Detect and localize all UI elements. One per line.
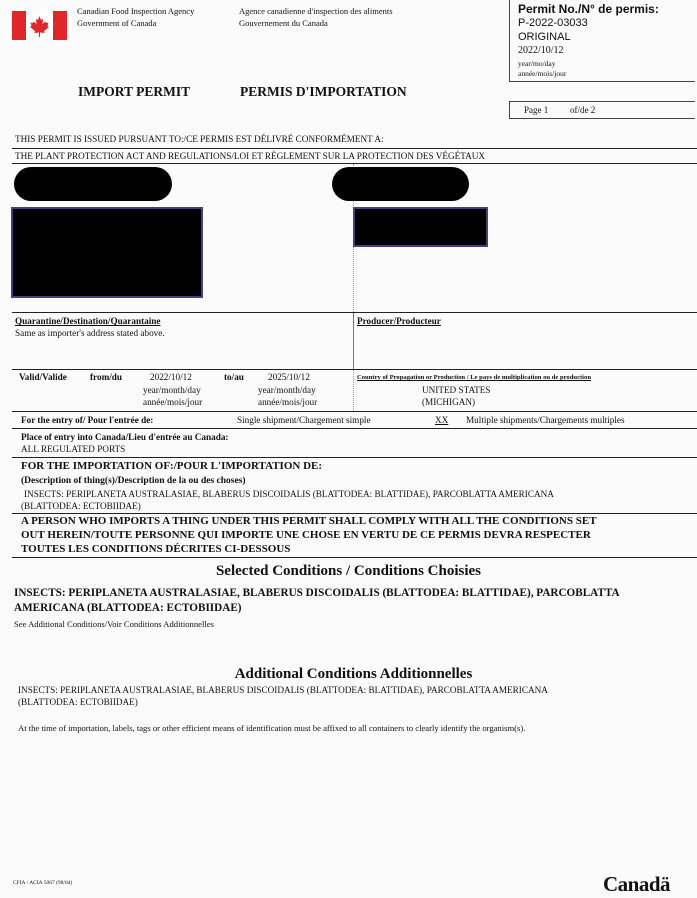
title-import-permit: IMPORT PERMIT xyxy=(78,84,191,99)
agency-name-fr: Agence canadienne d'inspection des aliments xyxy=(239,6,393,16)
quarantine-label: Quarantine/Destination/Quarantaine xyxy=(15,316,161,326)
government-name-fr: Gouvernement du Canada xyxy=(239,18,328,28)
valid-to-date: 2025/10/12 xyxy=(268,372,310,382)
importer-name-redaction xyxy=(14,167,172,201)
divider xyxy=(12,148,697,149)
canada-flag-icon xyxy=(12,11,67,40)
country-value: UNITED STATES xyxy=(422,385,491,395)
see-additional-conditions: See Additional Conditions/Voir Conditions Additionnelles xyxy=(14,619,214,629)
compliance-warning-line-3: TOUTES LES CONDITIONS DÉCRITES CI-DESSOUS xyxy=(21,543,291,555)
permit-date: 2022/10/12 xyxy=(518,45,564,56)
permit-number-label: Permit No./N° de permis: xyxy=(518,2,659,16)
selected-conditions-line-2: AMERICANA (BLATTODEA: ECTOBIIDAE) xyxy=(14,602,242,614)
selected-conditions-heading: Selected Conditions / Conditions Choisies xyxy=(215,563,482,579)
title-permis-importation: PERMIS D'IMPORTATION xyxy=(240,84,407,99)
valid-to-format-en: year/month/day xyxy=(258,385,316,395)
divider xyxy=(12,312,697,313)
government-name-en: Government of Canada xyxy=(77,18,157,28)
country-state: (MICHIGAN) xyxy=(422,397,476,407)
valid-from-date: 2022/10/12 xyxy=(150,372,192,382)
place-of-entry-label: Place of entry into Canada/Lieu d'entrée au Canada: xyxy=(21,432,229,442)
producer-label: Producer/Producteur xyxy=(357,316,441,326)
entry-selection-mark: XX xyxy=(435,415,449,425)
divider xyxy=(12,369,697,370)
exporter-name-redaction xyxy=(332,167,469,201)
description-line-2: (BLATTODEA: ECTOBIIDAE) xyxy=(21,501,141,511)
issued-pursuant-text: THIS PERMIT IS ISSUED PURSUANT TO:/CE PERMIS EST DÉLIVRÉ CONFORMÉMENT A: xyxy=(15,134,384,144)
divider xyxy=(12,163,697,164)
description-line-1: INSECTS: PERIPLANETA AUSTRALASIAE, BLABERUS DISCOIDALIS (BLATTODEA: BLATTIDAE), PARCOBLATTA AMERICANA xyxy=(24,489,554,499)
compliance-warning-line-2: OUT HEREIN/TOUTE PERSONNE QUI IMPORTE UNE CHOSE EN VERTU DE CE PERMIS DEVRA RESPECTER xyxy=(21,529,591,541)
valid-to-label: to/au xyxy=(224,372,244,382)
importation-label: FOR THE IMPORTATION OF:/POUR L'IMPORTATION DE: xyxy=(21,460,323,472)
additional-conditions-heading: Additional Conditions Additionnelles xyxy=(234,666,473,682)
additional-conditions-line-1: INSECTS: PERIPLANETA AUSTRALASIAE, BLABERUS DISCOIDALIS (BLATTODEA: BLATTIDAE), PARCOBLATTA AMERICANA xyxy=(18,685,548,695)
valid-from-format-fr: année/mois/jour xyxy=(143,397,203,407)
entry-single-shipment: Single shipment/Chargement simple xyxy=(237,415,371,425)
country-vertical-divider xyxy=(353,370,354,411)
exporter-address-redaction xyxy=(353,207,488,247)
quarantine-vertical-divider xyxy=(353,313,354,370)
permit-status: ORIGINAL xyxy=(518,31,571,43)
divider xyxy=(12,557,697,558)
divider xyxy=(12,457,697,458)
valid-from-label: from/du xyxy=(90,372,122,382)
permit-number: P-2022-03033 xyxy=(518,17,588,29)
agency-name-en: Canadian Food Inspection Agency xyxy=(77,6,195,16)
canada-wordmark: Canadä xyxy=(603,872,671,896)
governing-act-text: THE PLANT PROTECTION ACT AND REGULATIONS/LOI ET RÈGLEMENT SUR LA PROTECTION DES VÉGÉTAUX xyxy=(15,151,486,161)
compliance-warning-line-1: A PERSON WHO IMPORTS A THING UNDER THIS PERMIT SHALL COMPLY WITH ALL THE CONDITIONS SET xyxy=(21,515,597,527)
entry-label: For the entry of/ Pour l'entrée de: xyxy=(21,415,154,425)
importer-address-redaction xyxy=(11,207,203,298)
additional-conditions-line-2: (BLATTODEA: ECTOBIIDAE) xyxy=(18,697,138,707)
description-label: (Description of thing(s)/Description de la ou des choses) xyxy=(21,476,246,486)
form-code: CFIA / ACIA 5067 (98/04) xyxy=(13,880,73,886)
page-count: of/de 2 xyxy=(570,105,596,115)
selected-conditions-line-1: INSECTS: PERIPLANETA AUSTRALASIAE, BLABERUS DISCOIDALIS (BLATTODEA: BLATTIDAE), PARCOBLATTA xyxy=(14,587,620,599)
entry-multiple-shipments: Multiple shipments/Chargements multiples xyxy=(466,415,625,425)
valid-label: Valid/Valide xyxy=(19,372,67,382)
place-of-entry-value: ALL REGULATED PORTS xyxy=(21,444,126,454)
page-number: Page 1 xyxy=(524,105,549,115)
divider xyxy=(12,513,697,514)
quarantine-value: Same as importer's address stated above. xyxy=(15,328,165,338)
country-label: Country of Propagation or Production / Le pays de multiplication ou de production xyxy=(357,374,591,381)
valid-to-format-fr: année/mois/jour xyxy=(258,397,318,407)
divider xyxy=(12,411,697,412)
permit-date-format-fr: année/mois/jour xyxy=(518,69,567,78)
divider xyxy=(12,428,697,429)
labelling-condition: At the time of importation, labels, tags or other efficient means of identification must be affixed to all containers to clearly identify the organism(s). xyxy=(18,723,526,733)
valid-from-format-en: year/month/day xyxy=(143,385,201,395)
permit-date-format-en: year/mo/day xyxy=(518,59,556,68)
